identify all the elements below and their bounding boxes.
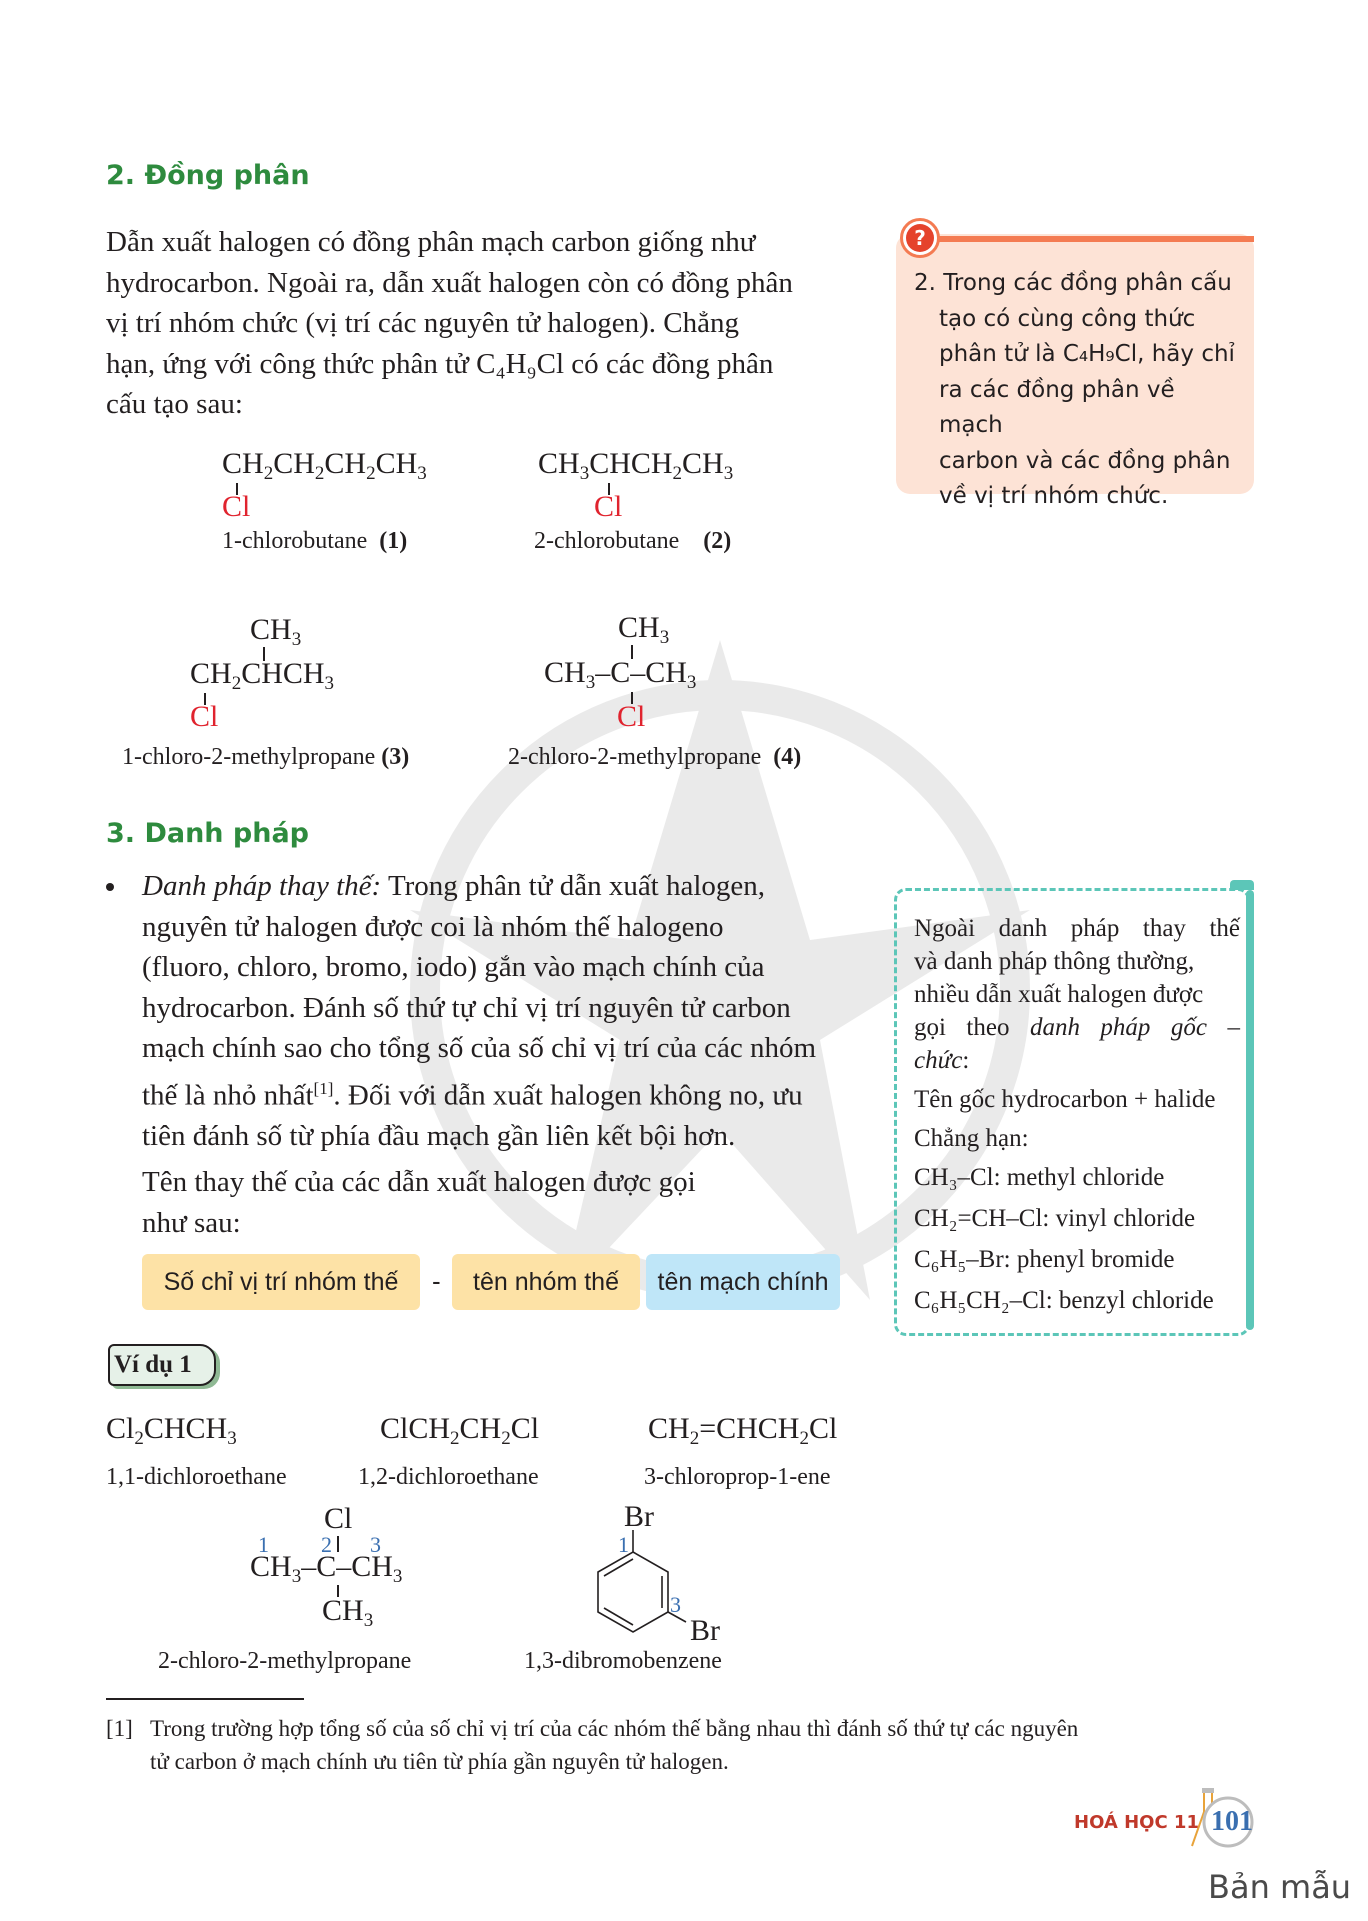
isomer-4-methyl: $CH_3$ [618,611,670,648]
isomer-name: 1-chlorobutane [222,528,368,554]
substituent-name-pill: tên nhóm thế [452,1254,640,1310]
position-number-pill: Số chỉ vị trí nhóm thế [142,1254,420,1310]
paragraph-line: hydrocarbon. Đánh số thứ tự chỉ vị trí nguyên tử carbon [142,991,791,1024]
naming-paragraph [142,866,864,1156]
question-line: phân tử là C₄H₉Cl, hãy chỉ [939,341,1235,367]
locant-number: 3 [670,1592,681,1617]
note-line: C₆H₅–Br: phenyl bromide [914,1246,1175,1273]
paragraph-line: hạn, ứng với công thức phân tử C₄H₉Cl có các đồng phân [106,347,774,380]
isomer-number: (1) [379,528,408,554]
footnote-reference[interactable]: [1] [313,1078,334,1098]
isomer-3-methyl: $CH_3$ [250,613,302,650]
isomer-name: 2-chlorobutane [534,528,680,554]
note-line: Chẳng hạn: [914,1125,1029,1152]
note-line: CH₂=CH–Cl: vinyl chloride [914,1205,1196,1232]
example-5-name: 1,3-dibromobenzene [524,1648,722,1674]
isomer-name: 1-chloro-2-methylpropane [122,744,376,770]
example-badge [108,1344,216,1386]
paragraph-text: thế là nhỏ nhất [142,1079,314,1112]
benzene-ring [590,1530,700,1650]
paragraph-line [142,1069,864,1116]
isomer-2-name [534,528,731,555]
isomer-1-name [222,528,407,555]
note-line: Tên gốc hydrocarbon + halide [914,1086,1216,1113]
question-box-accent-line [922,236,1254,242]
question-icon: ? [900,218,940,258]
locant-number: 1 [618,1532,629,1557]
footnote-line: Trong trường hợp tổng số của số chỉ vị trí của các nhóm thế bằng nhau thì đánh số thứ tự các nguyên [150,1716,1079,1741]
page-number: 101 [1211,1806,1253,1837]
example-4-formula: $CH_3-C-CH_3$ [250,1550,403,1587]
sample-stamp: Bản mẫu [1208,1868,1352,1906]
paragraph-text: Trong phân tử dẫn xuất halogen, [381,870,766,902]
note-line [914,1044,1240,1077]
isomer-name: 2-chloro-2-methylpropane [508,744,762,770]
isomer-1-chlorine: Cl [222,490,251,523]
paragraph-line: hydrocarbon. Ngoài ra, dẫn xuất halogen còn có đồng phân [106,266,793,299]
paragraph-line: Tên thay thế của các dẫn xuất halogen được gọi [142,1166,696,1198]
substitution-term: Danh pháp thay thế: [142,870,382,902]
note-term: chức [914,1047,963,1074]
isomer-number: (2) [703,528,732,554]
note-line: và danh pháp thông thường, [914,948,1195,975]
paragraph-line: (fluoro, chloro, bromo, iodo) gắn vào mạch chính của [142,951,765,983]
isomer-3-chlorine: Cl [190,700,219,733]
locant-number: 1 [258,1532,269,1557]
example-3-name: 3-chloroprop-1-ene [644,1464,831,1490]
isomer-3-formula: $CH_2CHCH_3$ [190,657,335,694]
paragraph-line: nguyên tử halogen được coi là nhóm thế halogeno [142,910,724,943]
note-line [914,1011,1240,1044]
example-4-methyl: $CH_3$ [322,1594,374,1631]
footnote-line: tử carbon ở mạch chính ưu tiên từ phía gần nguyên tử halogen. [150,1749,729,1774]
example-2-name: 1,2-dichloroethane [358,1464,539,1490]
isomer-2-chlorine: Cl [594,490,623,523]
paragraph-line: vị trí nhóm chức (vị trí các nguyên tử halogen). Chẳng [106,307,740,339]
footnote [106,1712,1256,1778]
example-5-bromine-3: Br [690,1614,720,1647]
note-line: Ngoài danh pháp thay thế [914,915,1240,942]
example-1-name: 1,1-dichloroethane [106,1464,287,1490]
section-2-paragraph [106,222,864,425]
paragraph-line: mạch chính sao cho tổng số của số chỉ vị trí của các nhóm [142,1032,817,1064]
paragraph-line: tiên đánh số từ phía đầu mạch gần liên kết bội hơn. [142,1119,736,1152]
question-line: 2. Trong các đồng phân cấu [914,270,1232,296]
note-line: nhiều dẫn xuất halogen được [914,981,1204,1008]
note-box-shadow [1246,890,1254,1330]
question-text [914,266,1242,515]
note-line: CH₃–Cl: methyl chloride [914,1164,1165,1191]
question-line: carbon và các đồng phân [939,447,1231,474]
locant-number: 2 [321,1532,332,1557]
note-line: C₆H₅CH₂–Cl: benzyl chloride [914,1287,1214,1314]
book-title: HOÁ HỌC 11 [1074,1812,1199,1833]
note-text-part: : [962,1047,970,1074]
paragraph-line: cấu tạo sau: [106,388,243,420]
example-4-name: 2-chloro-2-methylpropane [158,1648,412,1674]
example-3-formula: $CH_2=CHCH_2Cl$ [648,1412,838,1449]
paragraph-text: . Đối với dẫn xuất halogen không no, ưu [333,1079,803,1112]
isomer-3-name [122,744,409,771]
example-4-chlorine: Cl [324,1502,353,1535]
paragraph-line: như sau: [142,1206,241,1239]
question-line: ra các đồng phân về mạch [939,376,1175,438]
isomer-2-formula: $CH_3CHCH_2CH_3$ [538,447,734,484]
bullet-dot [106,883,114,891]
isomer-1-formula: $CH_2CH_2CH_2CH_3$ [222,447,427,484]
paragraph-line [142,866,864,907]
note-text [914,912,1240,1317]
example-badge-label: Ví dụ 1 [114,1351,192,1378]
main-chain-pill: tên mạch chính [646,1254,840,1310]
note-text-part: gọi theo [914,1014,1010,1041]
footnote-marker: [1] [106,1716,133,1741]
naming-intro [142,1162,864,1243]
note-box-shadow [1230,880,1254,890]
formula-dash: - [432,1266,441,1296]
example-1-formula: $Cl_2CHCH_3$ [106,1412,237,1449]
locant-number: 3 [370,1532,381,1557]
example-2-formula: $ClCH_2CH_2Cl$ [380,1412,540,1449]
isomer-4-chlorine: Cl [617,700,646,733]
question-line: về vị trí nhóm chức. [939,483,1169,509]
note-term: danh pháp gốc – [1029,1014,1240,1041]
footnote-divider [106,1698,304,1700]
section-2-title: 2. Đồng phân [106,160,310,191]
question-line: tạo có cùng công thức [939,305,1196,332]
section-3-title: 3. Danh pháp [106,818,310,849]
example-5-bromine-1: Br [624,1500,654,1533]
paragraph-line: Dẫn xuất halogen có đồng phân mạch carbon giống như [106,226,756,258]
isomer-number: (4) [773,744,802,770]
isomer-4-formula: $CH_3-C-CH_3$ [544,656,697,693]
isomer-4-name [508,744,801,771]
isomer-number: (3) [381,744,410,770]
